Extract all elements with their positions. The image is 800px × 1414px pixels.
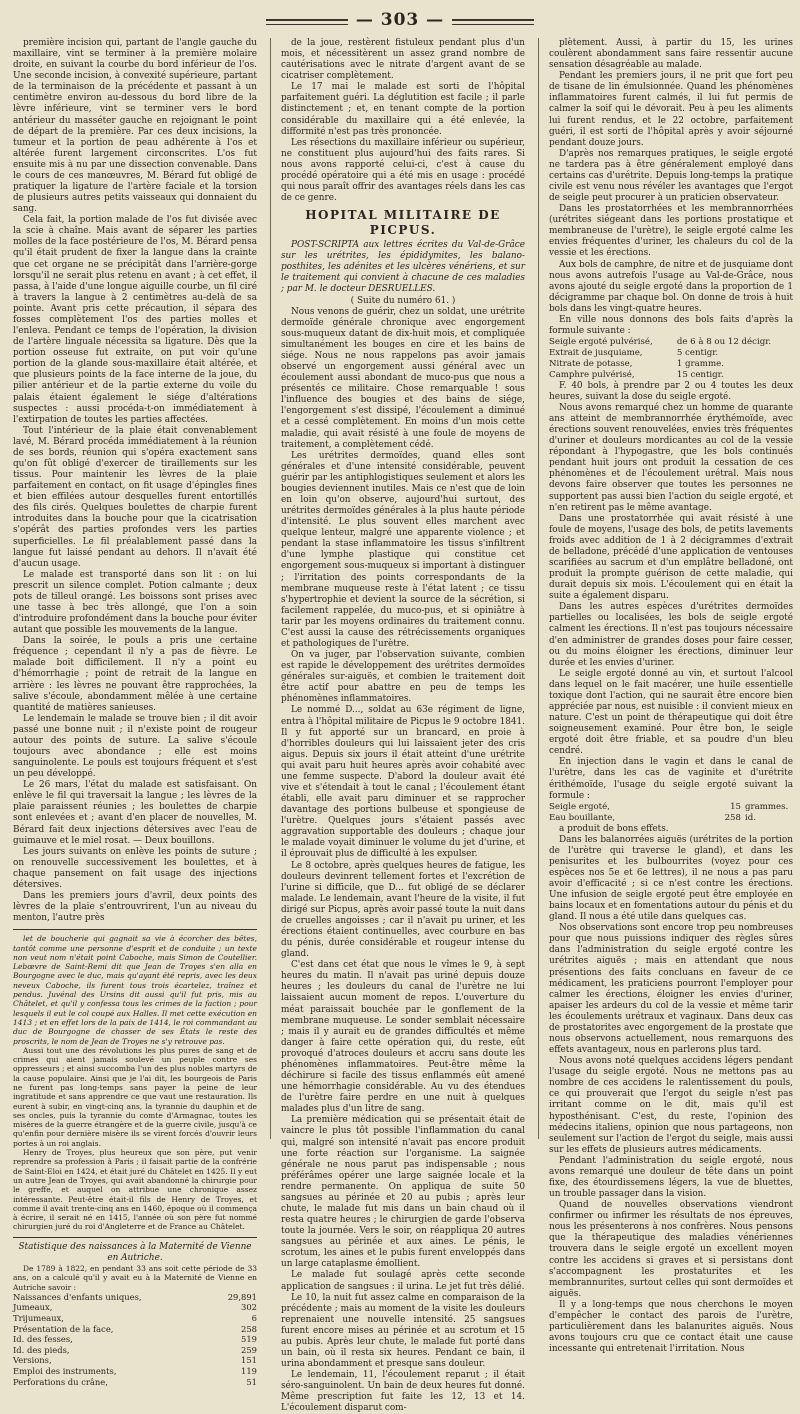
stat-value: 119 <box>241 1365 257 1376</box>
column-1 <box>13 38 257 1387</box>
paragraph: Quand de nouvelles observations viendront confirmer ou infirmer les résultats de nos épreuves, nous les présenterons à nos confrères. Nous pensons que la thérapeutique des maladies vénériennes trouvera dans le seigle ergoté un excellent moyen contre les accidens si graves et si persistans dont s'accompagnent les prostaturites et les membrannurites, surtout celles qui sont dermoïdes et aiguës. <box>549 1200 793 1299</box>
injection-recipe-table <box>549 802 793 824</box>
paragraph: Il y a long-temps que nous cherchons le moyen d'empêcher le contact des parois de l'urètre, particulièrement dans les balanurites aiguës. Nous avons toujours cru que ce contact était une cause incessante qui entretenait l'irritation. Nous <box>549 1299 793 1355</box>
paragraph: Les résections du maxillaire inférieur ou supérieur, ne constituent plus aujourd'hui des faits rares. Si nous avons rapporté celui-ci, c'est à cause du procédé opératoire qui a été mis en usage : procédé qui nous paraît offrir des avantages réels dans les cas de ce genre. <box>281 137 525 204</box>
stat-label: Perforations du crâne, <box>13 1376 108 1387</box>
paragraph: Les jours suivants on enlève les points de suture ; on renouvelle successivement les boulettes, et à chaque pansement on fait usage des injections détersives. <box>13 846 257 890</box>
paragraph: Le malade fut soulagé après cette seconde application de sangsues : il urina. Le jet fut très délié. <box>281 1270 525 1292</box>
paragraph: F. 40 bols, à prendre par 2 ou 4 toutes les deux heures, suivant la dose du seigle ergoté. <box>549 380 793 402</box>
table-row <box>13 1345 257 1356</box>
ingredient: Eau bouillante, <box>549 812 616 823</box>
paragraph: Le nommé D..., soldat au 63e régiment de ligne, entra à l'hôpital militaire de Picpus le 9 octobre 1841. Il y fut apporté sur un brancard, en proie à d'horribles douleurs qui lui laissaient jeter des cris aigus. Depuis six jours il était atteint d'une urétrite qui avait paru huit heures après avoir cohabité avec une femme suspecte. D'abord la douleur avait été vive et s'étendait à tout le canal ; l'écoulement étant établi, elle avait paru diminuer et se rapprocher davantage des portions bulbeuse et spongieuse de l'urètre. Quelques jours s'étaient passés avec aggravation supportable des douleurs ; chaque jour le malade voyait diminuer le volume du jet d'urine, et il éprouvait plus de difficulté à les expulser. <box>281 705 525 860</box>
stat-label: Trijumeaux, <box>13 1312 64 1323</box>
paragraph: de la joue, restèrent fistuleux pendant plus d'un mois, et nécessitèrent un assez grand nombre de cautérisations avec le nitrate d'argent avant de se cicatriser complètement. <box>281 38 525 82</box>
stat-value: 258 <box>241 1323 257 1334</box>
section-heading: HOPITAL MILITAIRE DE PICPUS. <box>305 208 501 238</box>
table-row <box>549 370 793 381</box>
paragraph: Le 10, la nuit fut assez calme en comparaison de la précédente ; mais au moment de la visite les douleurs reprenaient une nouvelle intensité. 25 sangsues furent encore mises au périnée et au scrotum et 15 au pubis. Après leur chute, le malade fut porté dans un bain, où il resta six heures. Pendant ce bain, il urina abondamment et presque sans douleur. <box>281 1292 525 1370</box>
statistics-table <box>13 1292 257 1387</box>
paragraph: La première médication qui se présentait était de vaincre le plus tôt possible l'inflammation du canal qui, malgré son intensité n'avait pas encore produit une forte réaction sur l'organisme. La saignée générale ne nous parut pas indispensable ; nous préférâmes opérer une large saignée locale et la rendre permanente. On appliqua de suite 50 sangsues au périnée et 20 au pubis ; après leur chute, le malade fut mis dans un bain chaud où il resta quatre heures ; le chirurgien de garde l'observa toute la journée. Vers le soir, on réappliqua 20 autres sangsues au périnée et aux aines. Le pénis, le scrotum, les aines et le pubis furent enveloppés dans un large cataplasme émollient. <box>281 1115 525 1270</box>
paragraph: Le lendemain, 11, l'écoulement reparut ; il était séro-sanguinolent. Un bain de deux heures fut donné. Même prescription fut faite les 12, 13 et 14. L'écoulement disparut com- <box>281 1370 525 1414</box>
table-row <box>13 1355 257 1366</box>
quantity: 15 <box>730 801 741 812</box>
ingredient: Extrait de jusquiame, <box>549 348 643 359</box>
paragraph: En injection dans le vagin et dans le canal de l'urètre, dans les cas de vaginite et d'urétrite érithémoïde, l'usage du seigle ergoté suivant la formule : <box>549 757 793 801</box>
paragraph: Nous avons remarqué chez un homme de quarante ans atteint de membrannorrhée érythémoïde, avec érections souvent renouvelées, envies très fréquentes d'uriner et douleurs mordicantes au col de la vessie répondant à l'hypogastre, que les bols continués pendant huit jours ont produit la cessation de ces phénomènes et de l'écoulement urétral. Mais nous devons faire observer que toutes les personnes ne supportent pas aussi bien l'action du seigle ergoté, et n'en retirent pas le même avantage. <box>549 402 793 513</box>
stat-value: 51 <box>246 1376 257 1387</box>
paragraph: Pendant l'administration du seigle ergoté, nous avons remarqué une douleur de tête dans un point fixe, des étourdissemens légers, la vue de bluettes, un trouble passager dans la vision. <box>549 1155 793 1200</box>
paragraph: Nos observations sont encore trop peu nombreuses pour que nous puissions indiquer des règles sûres dans l'administration du seigle ergoté contre les urétrites aiguës ; mais en attendant que nous présentions des faits concluans en faveur de ce médicament, les praticiens pourront l'employer pour calmer les érections, éloigner les envies d'uriner, apaiser les ardeurs du col de la vessie et même tarir les écoulements urétraux et vaginaux. Dans deux cas de prostatorites avec engorgement de la prostate que nous observons actuellement, nous remarquons des effets avantageux, nous en parlerons plus tard. <box>549 923 793 1056</box>
section-divider <box>13 1237 257 1238</box>
ingredient: Seigle ergoté pulvérisé, <box>549 337 653 348</box>
paragraph: Le seigle ergoté donné au vin, et surtout l'alcool dans lequel on le fait macérer, une huile essentielle toxique dont l'action, qui ne saurait être encore bien appréciée par nous, est nuisible : il convient mieux en nature. C'est un point de thérapeutique qui doit être soigneusement examiné. Pour être bon, le seigle ergoté doit être friable, et sa poudre d'un bleu cendré. <box>549 668 793 757</box>
page-number: — 303 — <box>355 10 445 30</box>
table-row <box>13 1377 257 1388</box>
table-row <box>549 337 793 348</box>
paragraph: C'est dans cet état que nous le vîmes le 9, à sept heures du matin. Il n'avait pas uriné depuis douze heures ; les douleurs du canal de l'urètre ne lui laissaient aucun moment de repos. L'ouverture du méat paraissait bouchée par le gonflement de la membrane muqueuse. Le sonder semblait nécessaire ; mais il y aurait eu de grandes difficultés et même danger à faire cette opération qui, du reste, eût provoqué d'atroces douleurs et accru sans doute les phénomènes inflammatoires. Peut-être même la déchirure si facile des tissus enflammés eût amené une hémorrhagie considérable. Au vu des étendues de l'urètre faire perdre en une nuit à quelques malades plus d'un litre de sang. <box>281 960 525 1115</box>
footnote: let de boucherie qui gagnait sa vie à écorcher des bêtes, tantôt comme une personne d'esprit et de conduite ; un texte non veut nom n'était point Caboche, mais Simon de Coutellier. Lebœvre de Saint-Remi dit que Jean de Troyes s'en alla en Bourgogne avec le duc, mais qu'ayant été repris, avec les deux neveux Caboche, ils furent tous trois écartelez, traînez et pendus. Juvénal des Ursins dit aussi qu'il fut pris, mis au Châtelet, et qu'il y confessa tous les crimes de la faction ; pour lesquels il eut le col coupé aux Halles. Il met cette exécution en 1413 ; et en effet lors de la paix de 1414, le roi commandant au duc de Bourgogne de chasser de ses États le reste des proscrits, le nom de Jean de Troyes ne s'y retrouve pas. <box>13 934 257 1046</box>
paragraph: Pendant les premiers jours, il ne prit que fort peu de tisane de lin émulsionnée. Quand les phénomènes inflammatoires furent calmés, il lui fut permis de calmer la soif qui le dévorait. Peu à peu les aliments lui furent rendus, et le 22 octobre, parfaitement guéri, il est sorti de l'hôpital après y avoir séjourné pendant douze jours. <box>549 71 793 148</box>
paragraph: Nous venons de guérir, chez un soldat, une urétrite dermoïde générale chronique avec engorgement sous-muqueux datant de dix-huit mois, et compliquée simultanément les bouges en cire et les bains de siége. Nous ne nous rappelons pas avoir jamais observé un engorgement aussi général avec un écoulement aussi abondant de muco-pus que nous a présentés ce militaire. Chose remarquable ! sous l'influence des bougies et des bains de siége, l'engorgement s'est dissipé, l'écoulement a diminué et a cessé complètement. En moins d'un mois cette maladie, qui avait résisté à une foule de moyens de traitement, a complètement cédé. <box>281 306 525 450</box>
statistics-title: Statistique des naissances à la Maternité de Vienne en Autriche. <box>18 1241 252 1263</box>
dose: de 6 à 8 ou 12 décigr. <box>676 337 772 348</box>
paragraph: Le malade est transporté dans son lit : on lui prescrit un silence complet. Potion calmante ; deux pots de tilleul orangé. Les boissons sont prises avec une tasse à bec très allongé, que l'on a soin d'introduire profondément dans la bouche pour éviter autant que possible les mouvements de la langue. <box>13 569 257 636</box>
table-row <box>13 1302 257 1313</box>
column-divider <box>270 38 271 1139</box>
continued-note: ( Suite du numéro 61. ) <box>350 295 456 306</box>
footnote: Aussi tout une des révolutions les plus pures de sang et de crimes qui aient jamais soulevé un peuple contre ses oppresseurs ; et ainsi succomba l'un des plus nobles martyrs de la cause populaire. Ainsi que je l'ai dit, les bourgeois de Paris ne furent pas long-temps sans payer la peine de leur ingratitude et sans apprendre ce que vaut une restauration. Ils eurent à subir, en vingt-cinq ans, la tyrannie du dauphin et de ses oncles, puis la tyrannie du comte d'Armagnac, toutes les misères de la guerre étrangère et de la guerre civile, jusqu'à ce qu'enfin pour dernière misère ils se virent forcés d'ouvrir leurs portes à un roi anglais. <box>13 1045 257 1148</box>
ingredient: Nitrate de potasse, <box>549 358 633 369</box>
paragraph: Tout l'intérieur de la plaie était convenablement lavé, M. Bérard procéda immédiatement à la réunion de ses bords, réunion qui s'opéra exactement sans qu'on fût obligé d'exercer de tiraillements sur les tissus. Pour maintenir les lèvres de la plaie parfaitement en contact, on fit usage d'épingles fines et bien effilées autour desquelles furent entortillés des fils cirés. Quelques boulettes de charpie furent introduites dans la bouche pour que la cicatrisation s'opérât des parties profondes vers les parties superficielles. Le fil préalablement passé dans la langue fut laissé pendant au dehors. Il n'avait été d'aucun usage. <box>13 425 257 569</box>
stat-value: 302 <box>241 1302 257 1313</box>
dose: 5 centigr. <box>676 348 719 359</box>
stat-value: 6 <box>251 1312 257 1323</box>
paragraph: a produit de bons effets. <box>559 823 669 834</box>
footnote-divider <box>13 929 257 930</box>
paragraph: Le 26 mars, l'état du malade est satisfaisant. On enlève le fil qui traversait la langue ; les lèvres de la plaie paraissent réunies ; les boulettes de charpie sont enlevées et ; avant d'en placer de nouvelles, M. Bérard fait deux injections détersives avec l'eau de guimauve et le miel rosat. — Deux bouillons. <box>13 780 257 846</box>
footnote: Henry de Troyes, plus heureux que son père, put venir reprendre sa profession à Paris ; il faisait partie de la confrérie de Saint-Eloi en 1424, et était juré du Châtelet en 1425. Il y eut un autre Jean de Troyes, qui avait abandonné la chirurgie pour le greffe, et auquel on attribue une chronique assez intéressante. Peut-être était-il fils de Henry de Troyes, et comme il avait trente-cinq ans en 1460, époque où il commença à écrire, il serait né en 1415, l'année où son père fut nommé chirurgien juré du roi d'Angleterre et de France au Châtelet. <box>13 1148 257 1232</box>
stat-label: Naissances d'enfants uniques, <box>13 1291 142 1302</box>
recipe-table <box>549 337 793 381</box>
quantity: 258 <box>724 812 741 823</box>
table-row <box>549 802 793 813</box>
dose: 15 centigr. <box>676 369 724 380</box>
paragraph: Dans la soirée, le pouls a pris une certaine fréquence ; cependant il n'y a pas de fièvre. Le malade boit difficilement. Il n'y a point eu d'hémorrhagie ; point de retrait de la langue en arrière : les lèvres ne pouvant être rapprochées, la salive s'écoule, abondamment mêlée à une certaine quantité de matières sanieuses. <box>13 636 257 713</box>
paragraph: Le 8 octobre, après quelques heures de fatigue, les douleurs devinrent tellement fortes et l'excrétion de l'urine si difficile, que D... fut obligé de se déclarer malade. Le lendemain, avant l'heure de la visite, il fut dirigé sur Picpus, après avoir passé toute la nuit dans de cruelles angoisses ; car il n'avait pu uriner, et les érections étaient continuelles, avec courbure en bas du pénis, durée considérable et rougeur intense du gland. <box>281 860 525 960</box>
paragraph: Les urétrites dermoïdes, quand elles sont générales et d'une intensité considérable, peuvent guérir par les antiphlogistiques seulement et alors les bougies deviennent inutiles. Mais ce n'est que de loin en loin qu'on observe, aujourd'hui surtout, des urétrites dermoïdes générales à la plus haute période d'intensité. Le plus souvent elles marchent avec quelque lenteur, malgré une apparente violence ; et pendant la stase inflammatoire les tissus s'infiltrent d'une lymphe plastique qui constitue cet engorgement sous-muqueux si important à distinguer ; l'irritation des points correspondants de la membrane muqueuse reste à l'état latent ; ce tissu s'hypertrophie et devient la source de la sécrétion, si facilement rappelée, du muco-pus, et si opiniâtre à tarir par les moyens ordinaires du traitement connu. C'est aussi la cause des rétrécissements organiques et pathologiques de l'urètre. <box>281 450 525 649</box>
ingredient: Seigle ergoté, <box>549 801 610 812</box>
paragraph: Cela fait, la portion malade de l'os fut divisée avec la scie à chaîne. Mais avant de séparer les parties molles de la face postérieure de l'os, M. Bérard pensa qu'il était prudent de fixer la langue dans la crainte que cet organe ne se précipitât dans l'arrière-gorge lorsqu'il ne serait plus retenu en avant ; à cet effet, il passa, à l'aide d'une longue aiguille courbe, un fil ciré à travers la langue à 2 centimètres au-delà de sa pointe. Avant pris cette précaution, il sépara des fosses complètement l'os des parties molles et l'enleva. Pendant ce temps de l'opération, la division de l'artère linguale nécessita sa ligature. Dès que la portion osseuse fut extraite, on put voir qu'une portion de la glande sous-maxillaire était altérée, et que plusieurs points de la face interne de la joue, du pilier antérieur et de la partie externe du voile du palais étaient également le siége d'altérations suspectes : aussi procéda-t-on immédiatement à l'extirpation de toutes les parties affectées. <box>13 215 257 425</box>
table-row <box>549 348 793 359</box>
table-row <box>13 1366 257 1377</box>
table-row <box>13 1292 257 1303</box>
stat-value: 29,891 <box>227 1291 257 1302</box>
paragraph: première incision qui, partant de l'angle gauche du maxillaire, vint se terminer à la première molaire droite, en suivant la courbe du bord inférieur de l'os. Une seconde incision, à convexité supérieure, partant de la terminaison de la précédente et passant à un centimètre environ au-dessous du bord libre de la lèvre inférieure, vint se terminer vers le bord antérieur du masséter gauche en rejoignant le point de départ de la première. Par ces deux incisions, la tumeur et la portion de peau adhérente à l'os et altérée furent largement circonscrites. L'os fut ensuite mis à nu par une dissection convenable. Dans le cours de ces manœuvres, M. Bérard fut obligé de pratiquer la ligature de l'artère faciale et la torsion de plusieurs autres petits vaisseaux qui donnaient du sang. <box>13 38 257 215</box>
stat-value: 259 <box>241 1344 257 1355</box>
stat-label: Id. des pieds, <box>13 1344 70 1355</box>
paragraph: On va juger, par l'observation suivante, combien est rapide le développement des urétrites dermoïdes générales sur-aiguës, et combien le traitement doit être actif pour abattre en peu de temps les phénomènes inflammatoires. <box>281 650 525 705</box>
table-row <box>13 1334 257 1345</box>
column-divider <box>538 38 539 1139</box>
column-3 <box>549 38 793 1355</box>
paragraph: D'après nos remarques pratiques, le seigle ergoté ne tardera pas à être généralement employé dans certains cas d'urétrite. Depuis long-temps la pratique civile est venu nous révéler les avantages que l'ergot de seigle peut procurer à un praticien observateur. <box>549 148 793 204</box>
paragraph: Dans les autres espèces d'urétrites dermoïdes partielles ou localisées, les bols de seigle ergoté calment les érections. Il n'est pas toujours nécessaire d'en administrer de grandes doses pour faire cesser, ou du moins éloigner les érections, diminuer leur durée et les envies d'uriner. <box>549 602 793 668</box>
table-row <box>549 813 793 824</box>
ingredient: Camphre pulvérisé, <box>549 369 635 380</box>
table-row <box>549 359 793 370</box>
paragraph: Dans une prostatorrhée qui avait résisté à une foule de moyens, l'usage des bols, de petits lavements froids avec addition de 1 à 2 décigrammes d'extrait de belladone, précédé d'une application de ventouses scarifiées au sacrum et d'un emplâtre belladoné, ont produit la prompte guérison de cette maladie, qui durait depuis six mois. L'écoulement qui en était la suite a également disparu. <box>549 513 793 602</box>
dose: 1 gramme. <box>676 358 724 369</box>
page-header <box>0 6 800 34</box>
stat-label: Jumeaux, <box>13 1302 53 1313</box>
stat-label: Présentation de la face, <box>13 1323 114 1334</box>
unit: grammes. <box>745 801 789 812</box>
paragraph: Le 17 mai le malade est sorti de l'hôpital parfaitement guéri. La déglutition est facile ; il parle distinctement ; et, en tenant compte de la portion considérable du maxillaire qui a été enlevée, la difformité n'est pas très prononcée. <box>281 82 525 137</box>
article-subtitle: POST-SCRIPTA aux lettres écrites du Val-de-Grâce sur les urétrites, les épididymites, les balano-posthites, les adénites et les ulcères vénériens, et sur le traitement qui convient à chacune de ces maladies ; par M. le docteur DESRUELLES. <box>281 240 525 295</box>
paragraph: En ville nous donnons des bols faits d'après la formule suivante : <box>549 314 793 337</box>
paragraph: Dans les premiers jours d'avril, deux points des lèvres de la plaie s'entrouvrirent, l'un au niveau du menton, l'autre près <box>13 891 257 924</box>
paragraph: Dans les prostatorrhées et les membrannorrhées (urétrites siégeant dans les portions prostatique et membraneuse de l'urètre), le seigle ergoté calme les envies fréquentes d'uriner, les chaleurs du col de la vessie et les érections. <box>549 204 793 259</box>
paragraph: Aux bols de camphre, de nitre et de jusquiame dont nous avons autrefois l'usage au Val-de-Grâce, nous avons ajouté du seigle ergoté dans la proportion de 1 décigramme par chaque bol. On donne de trois à huit bols dans les vingt-quatre heures. <box>549 259 793 314</box>
stat-label: Versions, <box>13 1355 52 1366</box>
paragraph: Nous avons noté quelques accidens légers pendant l'usage du seigle ergoté. Nous ne mettons pas au nombre de ces accidens le ralentissement du pouls, ce qui prouverait que l'ergot du seigle n'est pas irritant comme on le dit, mais qu'il est hyposthénisant. C'est, du reste, l'opinion des médecins italiens, opinion que nous partageons, non seulement sur l'action de l'ergot du seigle, mais aussi sur les effets de plusieurs autres médicaments. <box>549 1056 793 1155</box>
stat-label: Id. des fesses, <box>13 1334 73 1345</box>
stat-value: 151 <box>241 1355 257 1366</box>
header-rule-left <box>266 19 348 21</box>
paragraph: Le lendemain le malade se trouve bien ; il dit avoir passé une bonne nuit ; il n'existe point de rougeur autour des points de suture. La salive s'écoule toujours avec abondance ; elle est moins sanguinolente. Le pouls est toujours fréquent et s'est un peu développé. <box>13 713 257 780</box>
table-row <box>13 1313 257 1324</box>
header-rule-right <box>452 19 534 21</box>
column-2 <box>281 38 525 1414</box>
stat-value: 519 <box>241 1334 257 1345</box>
stat-label: Emploi des instruments, <box>13 1365 117 1376</box>
paragraph: Dans les balanorrées aiguës (urétrites de la portion de l'urètre qui traverse le gland), et dans les penisurites et les bulbourrites (voyez pour ces espèces nos 5e et 6e lettres), il ne nous a pas paru avoir d'efficacité ; si ce n'est contre les érections. Une infusion de seigle ergoté peut être employée en bains locaux et en fomentations autour du pénis et du gland. Il nous a été utile dans quelques cas. <box>549 834 793 923</box>
paragraph: plètement. Aussi, à partir du 15, les urines coulèrent abondamment sans faire ressentir aucune sensation désagréable au malade. <box>549 38 793 71</box>
unit: id. <box>745 812 756 823</box>
table-row <box>13 1324 257 1335</box>
statistics-intro: De 1789 à 1822, en pendant 33 ans soit cette période de 33 ans, on a calculé qu'il y avait eu à la Maternité de Vienne en Autriche savoir : <box>13 1263 257 1292</box>
